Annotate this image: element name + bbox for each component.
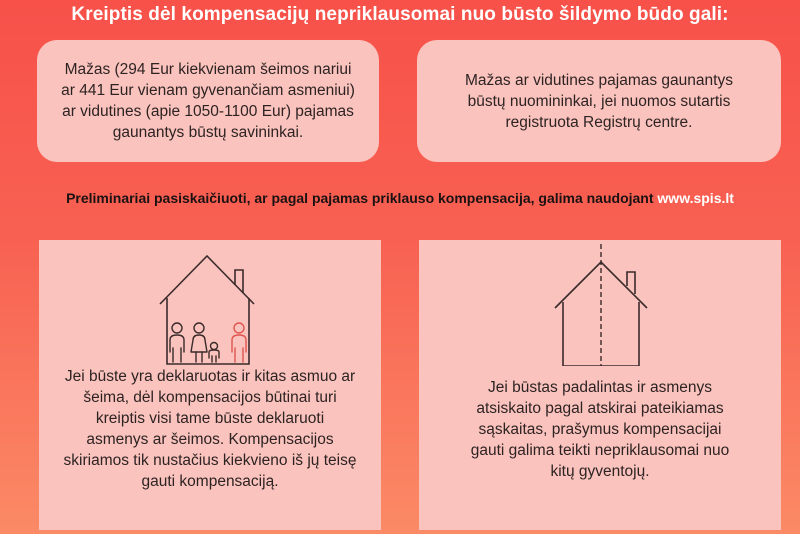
page-title: Kreiptis dėl kompensacijų nepriklausomai nuo būsto šildymo būdo gali: xyxy=(71,4,729,25)
divided-house-text xyxy=(419,377,781,482)
panel-line: asmenys ar šeimos. Kompensacijos xyxy=(86,431,334,448)
card-line: būstų nuomininkai, jei nuomos sutartis xyxy=(467,92,731,110)
divided-house-icon xyxy=(551,244,651,366)
card-line: ar vidutines (apie 1050-1100 Eur) pajamas xyxy=(62,103,354,120)
shared-residence-text xyxy=(39,366,381,492)
house-family-icon xyxy=(157,248,261,366)
panel-line: Jei būste yra deklaruotas ir kitas asmuo ar xyxy=(64,368,356,385)
panel-line: šeima, dėl kompensacijos būtinai turi xyxy=(83,389,337,406)
owners-eligibility-card xyxy=(37,40,379,162)
panel-line: gauti galima teikti nepriklausomai nuo xyxy=(470,442,730,459)
panel-line: kreiptis visi tame būste deklaruoti xyxy=(95,410,325,427)
card-line: Mažas ar vidutines pajamas gaunantys xyxy=(465,71,733,89)
card-line: gaunantys būstų savininkai. xyxy=(112,124,304,141)
panel-line: gauti kompensaciją. xyxy=(141,473,279,490)
separate-resident-figure xyxy=(232,323,246,362)
card-line: registruota Registrų centre. xyxy=(505,113,693,131)
panel-line: kitų gyventojų. xyxy=(550,463,650,480)
divided-house-panel xyxy=(419,240,781,530)
tenants-eligibility-card xyxy=(417,40,781,162)
shared-residence-panel xyxy=(39,240,381,530)
panel-line: sąskaitas, prašymus kompensacijai xyxy=(478,421,722,438)
panel-line: Jei būstas padalintas ir asmenys xyxy=(487,379,712,396)
income-check-note xyxy=(0,190,800,206)
card-line: ar 441 Eur vienam gyvenančiam asmeniui) xyxy=(61,82,355,99)
spis-link[interactable]: www.spis.lt xyxy=(657,190,734,206)
panel-line: atsiskaito pagal atskirai pateikiamas xyxy=(476,400,724,417)
income-check-text: Preliminariai pasiskaičiuoti, ar pagal pajamas priklauso kompensacija, galima naudojant xyxy=(66,190,654,206)
panel-line: skiriamos tik nustačius kiekvieno iš jų teisę xyxy=(63,452,357,469)
card-line: Mažas (294 Eur kiekvienam šeimos nariui xyxy=(64,61,352,78)
